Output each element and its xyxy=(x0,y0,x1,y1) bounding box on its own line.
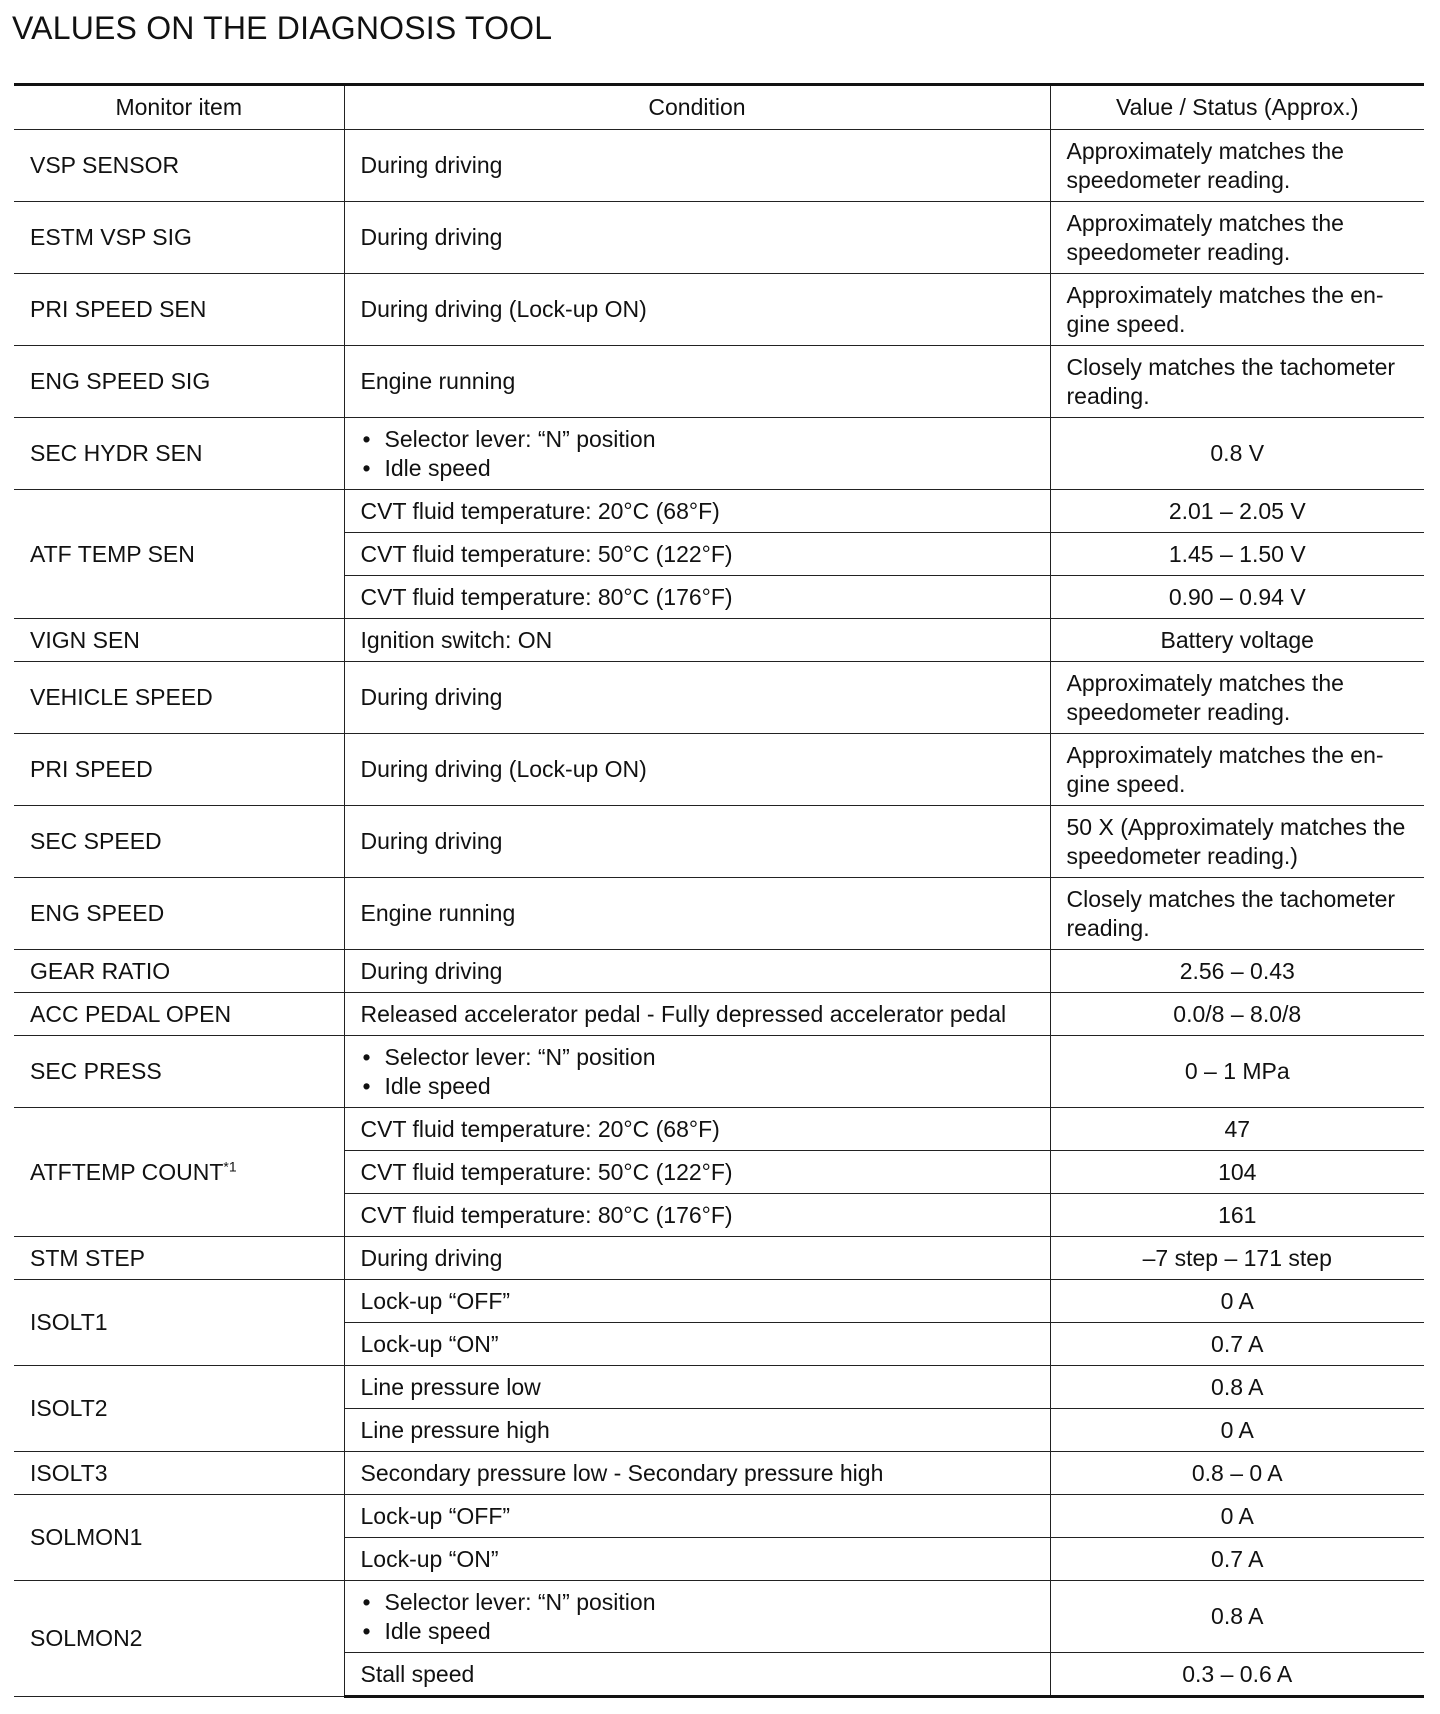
condition-bullet-list xyxy=(361,1043,1034,1101)
value-cell: 0.8 A xyxy=(1050,1366,1424,1409)
table-row xyxy=(14,993,1424,1036)
value-cell: –7 step – 171 step xyxy=(1050,1237,1424,1280)
condition-cell: Engine running xyxy=(344,346,1050,418)
monitor-item: SOLMON2 xyxy=(14,1581,344,1697)
value-cell: Approximately matches the speedometer reading. xyxy=(1050,662,1424,734)
column-header-monitor-item: Monitor item xyxy=(14,85,344,130)
table-row xyxy=(14,418,1424,490)
monitor-item: SOLMON1 xyxy=(14,1495,344,1581)
value-cell: 0 – 1 MPa xyxy=(1050,1036,1424,1108)
condition-cell: Ignition switch: ON xyxy=(344,619,1050,662)
condition-cell: CVT fluid temperature: 20°C (68°F) xyxy=(344,1108,1050,1151)
value-cell: Approximately matches the speedometer reading. xyxy=(1050,202,1424,274)
footnote-marker: *1 xyxy=(223,1157,237,1174)
column-header-value: Value / Status (Approx.) xyxy=(1050,85,1424,130)
table-row xyxy=(14,1036,1424,1108)
condition-cell: During driving xyxy=(344,1237,1050,1280)
table-row xyxy=(14,1237,1424,1280)
table-row xyxy=(14,619,1424,662)
table-row xyxy=(14,1366,1424,1409)
bullet-item: • Idle speed xyxy=(361,1072,1034,1101)
condition-bullet-list xyxy=(361,1588,1034,1646)
value-cell: 0.8 V xyxy=(1050,418,1424,490)
value-cell: 0 A xyxy=(1050,1495,1424,1538)
table-row xyxy=(14,662,1424,734)
monitor-item: ATF TEMP SEN xyxy=(14,490,344,619)
value-cell: 0 A xyxy=(1050,1409,1424,1452)
monitor-item: ESTM VSP SIG xyxy=(14,202,344,274)
value-cell: 1.45 – 1.50 V xyxy=(1050,533,1424,576)
condition-cell xyxy=(344,1036,1050,1108)
value-cell: 0.0/8 – 8.0/8 xyxy=(1050,993,1424,1036)
table-row xyxy=(14,806,1424,878)
column-header-condition: Condition xyxy=(344,85,1050,130)
monitor-item: PRI SPEED xyxy=(14,734,344,806)
condition-cell: CVT fluid temperature: 50°C (122°F) xyxy=(344,1151,1050,1194)
monitor-item: PRI SPEED SEN xyxy=(14,274,344,346)
condition-cell: During driving xyxy=(344,202,1050,274)
value-cell: Closely matches the tachometer reading. xyxy=(1050,346,1424,418)
monitor-item: SEC SPEED xyxy=(14,806,344,878)
table-header-row xyxy=(14,85,1424,130)
bullet-item: • Idle speed xyxy=(361,454,1034,483)
table-row xyxy=(14,130,1424,202)
monitor-item: VSP SENSOR xyxy=(14,130,344,202)
bullet-item: • Selector lever: “N” position xyxy=(361,1043,1034,1072)
bullet-item: • Idle speed xyxy=(361,1617,1034,1646)
monitor-item: ISOLT3 xyxy=(14,1452,344,1495)
value-cell: Closely matches the tachometer reading. xyxy=(1050,878,1424,950)
table-row xyxy=(14,1495,1424,1538)
table-row xyxy=(14,274,1424,346)
value-cell: 47 xyxy=(1050,1108,1424,1151)
table-row xyxy=(14,1452,1424,1495)
value-cell: 0.8 – 0 A xyxy=(1050,1452,1424,1495)
condition-cell: Secondary pressure low - Secondary pressure high xyxy=(344,1452,1050,1495)
value-cell: 0.8 A xyxy=(1050,1581,1424,1653)
value-cell: 161 xyxy=(1050,1194,1424,1237)
monitor-item: SEC PRESS xyxy=(14,1036,344,1108)
value-cell: Approximately matches the en-gine speed. xyxy=(1050,274,1424,346)
monitor-item: VEHICLE SPEED xyxy=(14,662,344,734)
table-row xyxy=(14,202,1424,274)
value-cell: Approximately matches the speedometer reading. xyxy=(1050,130,1424,202)
bullet-item: • Selector lever: “N” position xyxy=(361,1588,1034,1617)
value-cell: Battery voltage xyxy=(1050,619,1424,662)
monitor-item: ENG SPEED SIG xyxy=(14,346,344,418)
monitor-item: ISOLT1 xyxy=(14,1280,344,1366)
table-row xyxy=(14,950,1424,993)
table-row xyxy=(14,346,1424,418)
condition-cell: CVT fluid temperature: 80°C (176°F) xyxy=(344,576,1050,619)
condition-cell: Lock-up “OFF” xyxy=(344,1280,1050,1323)
condition-cell: During driving xyxy=(344,130,1050,202)
value-cell: 2.56 – 0.43 xyxy=(1050,950,1424,993)
condition-cell: During driving xyxy=(344,806,1050,878)
table-row xyxy=(14,1108,1424,1151)
monitor-item: GEAR RATIO xyxy=(14,950,344,993)
condition-bullet-list xyxy=(361,425,1034,483)
condition-cell: Engine running xyxy=(344,878,1050,950)
monitor-item: VIGN SEN xyxy=(14,619,344,662)
condition-cell: CVT fluid temperature: 80°C (176°F) xyxy=(344,1194,1050,1237)
condition-cell: Lock-up “OFF” xyxy=(344,1495,1050,1538)
value-cell: 0.7 A xyxy=(1050,1323,1424,1366)
table-row xyxy=(14,1581,1424,1653)
condition-cell: Line pressure high xyxy=(344,1409,1050,1452)
table-row xyxy=(14,878,1424,950)
bullet-item: • Selector lever: “N” position xyxy=(361,425,1034,454)
diagnosis-values-table xyxy=(14,83,1424,1698)
condition-cell: During driving (Lock-up ON) xyxy=(344,734,1050,806)
table-row xyxy=(14,1280,1424,1323)
condition-cell: Released accelerator pedal - Fully depressed accelerator pedal xyxy=(344,993,1050,1036)
monitor-item: ISOLT2 xyxy=(14,1366,344,1452)
monitor-item: ACC PEDAL OPEN xyxy=(14,993,344,1036)
monitor-item: SEC HYDR SEN xyxy=(14,418,344,490)
condition-cell: During driving xyxy=(344,950,1050,993)
value-cell: 0.90 – 0.94 V xyxy=(1050,576,1424,619)
monitor-item: ENG SPEED xyxy=(14,878,344,950)
condition-cell: During driving xyxy=(344,662,1050,734)
value-cell: 0 A xyxy=(1050,1280,1424,1323)
monitor-item: STM STEP xyxy=(14,1237,344,1280)
value-cell: 0.3 – 0.6 A xyxy=(1050,1653,1424,1697)
condition-cell: Lock-up “ON” xyxy=(344,1538,1050,1581)
condition-cell: Stall speed xyxy=(344,1653,1050,1697)
value-cell: Approximately matches the en-gine speed. xyxy=(1050,734,1424,806)
condition-cell: Lock-up “ON” xyxy=(344,1323,1050,1366)
value-cell: 104 xyxy=(1050,1151,1424,1194)
value-cell: 2.01 – 2.05 V xyxy=(1050,490,1424,533)
condition-cell: During driving (Lock-up ON) xyxy=(344,274,1050,346)
condition-cell: CVT fluid temperature: 50°C (122°F) xyxy=(344,533,1050,576)
monitor-item-label: ATFTEMP COUNT xyxy=(30,1158,224,1185)
page-title: VALUES ON THE DIAGNOSIS TOOL xyxy=(12,10,553,46)
condition-cell: Line pressure low xyxy=(344,1366,1050,1409)
value-cell: 50 X (Approximately matches the speedometer reading.) xyxy=(1050,806,1424,878)
condition-cell xyxy=(344,418,1050,490)
condition-cell xyxy=(344,1581,1050,1653)
table-row xyxy=(14,734,1424,806)
value-cell: 0.7 A xyxy=(1050,1538,1424,1581)
condition-cell: CVT fluid temperature: 20°C (68°F) xyxy=(344,490,1050,533)
monitor-item xyxy=(14,1108,344,1237)
table-row xyxy=(14,490,1424,533)
